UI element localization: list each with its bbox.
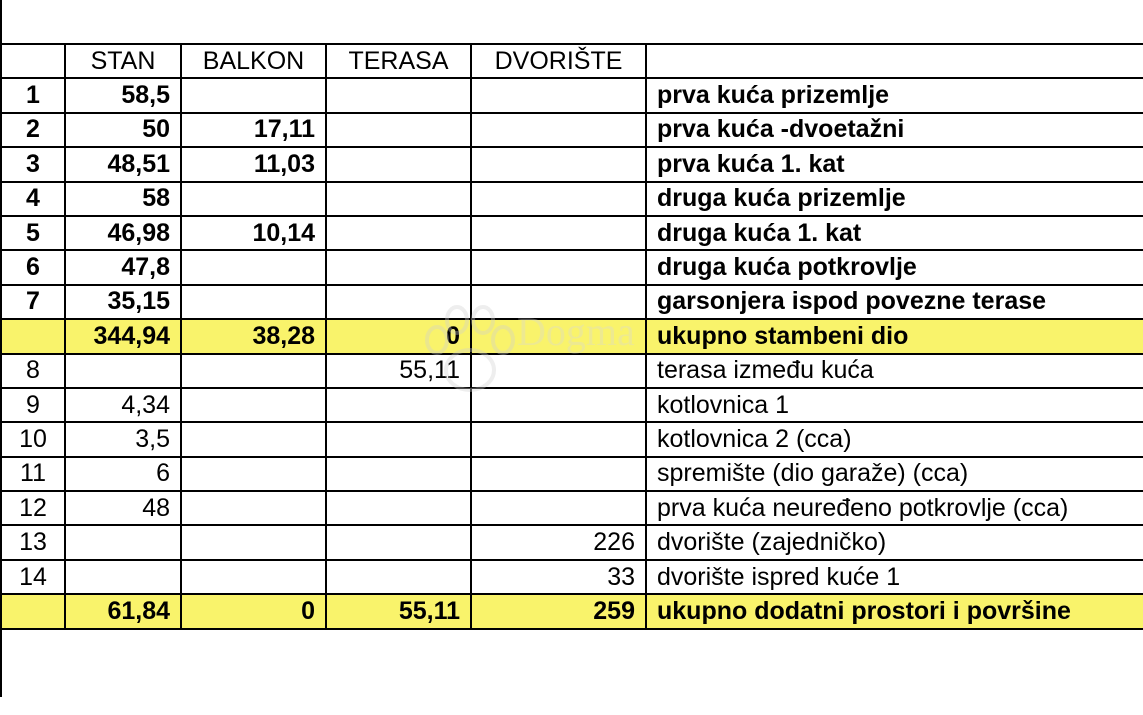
stan-cell[interactable]: 46,98 <box>65 216 181 250</box>
total-opis-cell[interactable]: ukupno stambeni dio <box>646 319 1143 353</box>
dvoriste-cell[interactable]: 226 <box>471 525 646 559</box>
balkon-cell[interactable] <box>181 457 326 491</box>
terasa-cell[interactable] <box>326 78 471 112</box>
index-cell[interactable]: 8 <box>1 354 65 388</box>
stan-cell[interactable]: 50 <box>65 113 181 147</box>
opis-cell[interactable]: kotlovnica 1 <box>646 388 1143 422</box>
table-row <box>1 525 1143 559</box>
opis-cell[interactable]: druga kuća 1. kat <box>646 216 1143 250</box>
terasa-cell[interactable] <box>326 182 471 216</box>
table-row <box>1 491 1143 525</box>
index-cell[interactable]: 7 <box>1 285 65 319</box>
table-row <box>1 285 1143 319</box>
stan-cell[interactable]: 58 <box>65 182 181 216</box>
index-cell[interactable]: 4 <box>1 182 65 216</box>
opis-cell[interactable]: prva kuća neuređeno potkrovlje (cca) <box>646 491 1143 525</box>
terasa-cell[interactable] <box>326 113 471 147</box>
opis-cell[interactable]: spremište (dio garaže) (cca) <box>646 457 1143 491</box>
terasa-cell[interactable] <box>326 525 471 559</box>
dvoriste-cell[interactable] <box>471 78 646 112</box>
table-row <box>1 388 1143 422</box>
stan-cell[interactable]: 47,8 <box>65 250 181 284</box>
opis-cell[interactable]: garsonjera ispod povezne terase <box>646 285 1143 319</box>
terasa-cell[interactable] <box>326 216 471 250</box>
table-row <box>1 182 1143 216</box>
total-index-cell[interactable] <box>1 319 65 353</box>
terasa-cell[interactable]: 55,11 <box>326 354 471 388</box>
dvoriste-cell[interactable] <box>471 457 646 491</box>
index-cell[interactable]: 9 <box>1 388 65 422</box>
table-row <box>1 250 1143 284</box>
balkon-cell[interactable] <box>181 250 326 284</box>
opis-cell[interactable]: prva kuća 1. kat <box>646 147 1143 181</box>
opis-cell[interactable]: terasa između kuća <box>646 354 1143 388</box>
dvoriste-cell[interactable] <box>471 147 646 181</box>
table-row <box>1 78 1143 112</box>
dvoriste-cell[interactable] <box>471 354 646 388</box>
terasa-cell[interactable] <box>326 147 471 181</box>
bottom-strip <box>0 697 1143 715</box>
table-row <box>1 354 1143 388</box>
terasa-cell[interactable] <box>326 285 471 319</box>
index-cell[interactable]: 10 <box>1 422 65 456</box>
balkon-cell[interactable] <box>181 491 326 525</box>
balkon-cell[interactable]: 17,11 <box>181 113 326 147</box>
table-row <box>1 113 1143 147</box>
index-cell[interactable]: 3 <box>1 147 65 181</box>
dvoriste-cell[interactable] <box>471 388 646 422</box>
header-row <box>1 44 1143 78</box>
stan-cell[interactable]: 48,51 <box>65 147 181 181</box>
index-cell[interactable]: 11 <box>1 457 65 491</box>
balkon-cell[interactable] <box>181 560 326 594</box>
table-row <box>1 216 1143 250</box>
total-row-stambeni <box>1 319 1143 353</box>
opis-cell[interactable]: dvorište (zajedničko) <box>646 525 1143 559</box>
dvoriste-cell[interactable]: 33 <box>471 560 646 594</box>
total-index-cell[interactable] <box>1 594 65 628</box>
index-cell[interactable]: 1 <box>1 78 65 112</box>
balkon-cell[interactable] <box>181 182 326 216</box>
index-cell[interactable]: 6 <box>1 250 65 284</box>
balkon-cell[interactable] <box>181 354 326 388</box>
balkon-cell[interactable] <box>181 285 326 319</box>
balkon-cell[interactable] <box>181 525 326 559</box>
header-balkon[interactable]: BALKON <box>181 44 326 78</box>
index-cell[interactable]: 2 <box>1 113 65 147</box>
index-cell[interactable]: 14 <box>1 560 65 594</box>
balkon-cell[interactable] <box>181 78 326 112</box>
stan-cell[interactable]: 3,5 <box>65 422 181 456</box>
index-cell[interactable]: 12 <box>1 491 65 525</box>
total-dvoriste-cell[interactable] <box>471 319 646 353</box>
dvoriste-cell[interactable] <box>471 491 646 525</box>
area-table <box>0 43 1143 630</box>
stan-cell[interactable] <box>65 525 181 559</box>
dvoriste-cell[interactable] <box>471 216 646 250</box>
total-terasa-cell[interactable]: 0 <box>326 319 471 353</box>
opis-cell[interactable]: kotlovnica 2 (cca) <box>646 422 1143 456</box>
total-stan-cell[interactable]: 61,84 <box>65 594 181 628</box>
stan-cell[interactable] <box>65 354 181 388</box>
table-row <box>1 147 1143 181</box>
dvoriste-cell[interactable] <box>471 285 646 319</box>
opis-cell[interactable]: druga kuća potkrovlje <box>646 250 1143 284</box>
index-cell[interactable]: 13 <box>1 525 65 559</box>
table-row <box>1 560 1143 594</box>
total-stan-cell[interactable]: 344,94 <box>65 319 181 353</box>
opis-cell[interactable]: prva kuća -dvoetažni <box>646 113 1143 147</box>
header-index[interactable] <box>1 44 65 78</box>
dvoriste-cell[interactable] <box>471 422 646 456</box>
opis-cell[interactable]: druga kuća prizemlje <box>646 182 1143 216</box>
total-row-dodatni <box>1 594 1143 628</box>
terasa-cell[interactable] <box>326 491 471 525</box>
stan-cell[interactable]: 6 <box>65 457 181 491</box>
terasa-cell[interactable] <box>326 560 471 594</box>
terasa-cell[interactable] <box>326 422 471 456</box>
terasa-cell[interactable] <box>326 457 471 491</box>
watermark-brand: Dogma <box>517 309 635 354</box>
balkon-cell[interactable] <box>181 388 326 422</box>
total-balkon-cell[interactable]: 0 <box>181 594 326 628</box>
dvoriste-cell[interactable] <box>471 250 646 284</box>
balkon-cell[interactable]: 10,14 <box>181 216 326 250</box>
stan-cell[interactable]: 58,5 <box>65 78 181 112</box>
table-row <box>1 457 1143 491</box>
stan-cell[interactable]: 4,34 <box>65 388 181 422</box>
total-balkon-cell[interactable]: 38,28 <box>181 319 326 353</box>
stan-cell[interactable]: 35,15 <box>65 285 181 319</box>
index-cell[interactable]: 5 <box>1 216 65 250</box>
header-opis[interactable] <box>646 44 1143 78</box>
dvoriste-cell[interactable] <box>471 113 646 147</box>
header-dvoriste[interactable]: DVORIŠTE <box>471 44 646 78</box>
dvoriste-cell[interactable] <box>471 182 646 216</box>
terasa-cell[interactable] <box>326 388 471 422</box>
stan-cell[interactable]: 48 <box>65 491 181 525</box>
total-terasa-cell[interactable]: 55,11 <box>326 594 471 628</box>
header-stan[interactable]: STAN <box>65 44 181 78</box>
total-opis-cell[interactable]: ukupno dodatni prostori i površine <box>646 594 1143 628</box>
header-terasa[interactable]: TERASA <box>326 44 471 78</box>
balkon-cell[interactable]: 11,03 <box>181 147 326 181</box>
balkon-cell[interactable] <box>181 422 326 456</box>
total-dvoriste-cell[interactable]: 259 <box>471 594 646 628</box>
table-row <box>1 422 1143 456</box>
stan-cell[interactable] <box>65 560 181 594</box>
opis-cell[interactable]: prva kuća prizemlje <box>646 78 1143 112</box>
terasa-cell[interactable] <box>326 250 471 284</box>
opis-cell[interactable]: dvorište ispred kuće 1 <box>646 560 1143 594</box>
